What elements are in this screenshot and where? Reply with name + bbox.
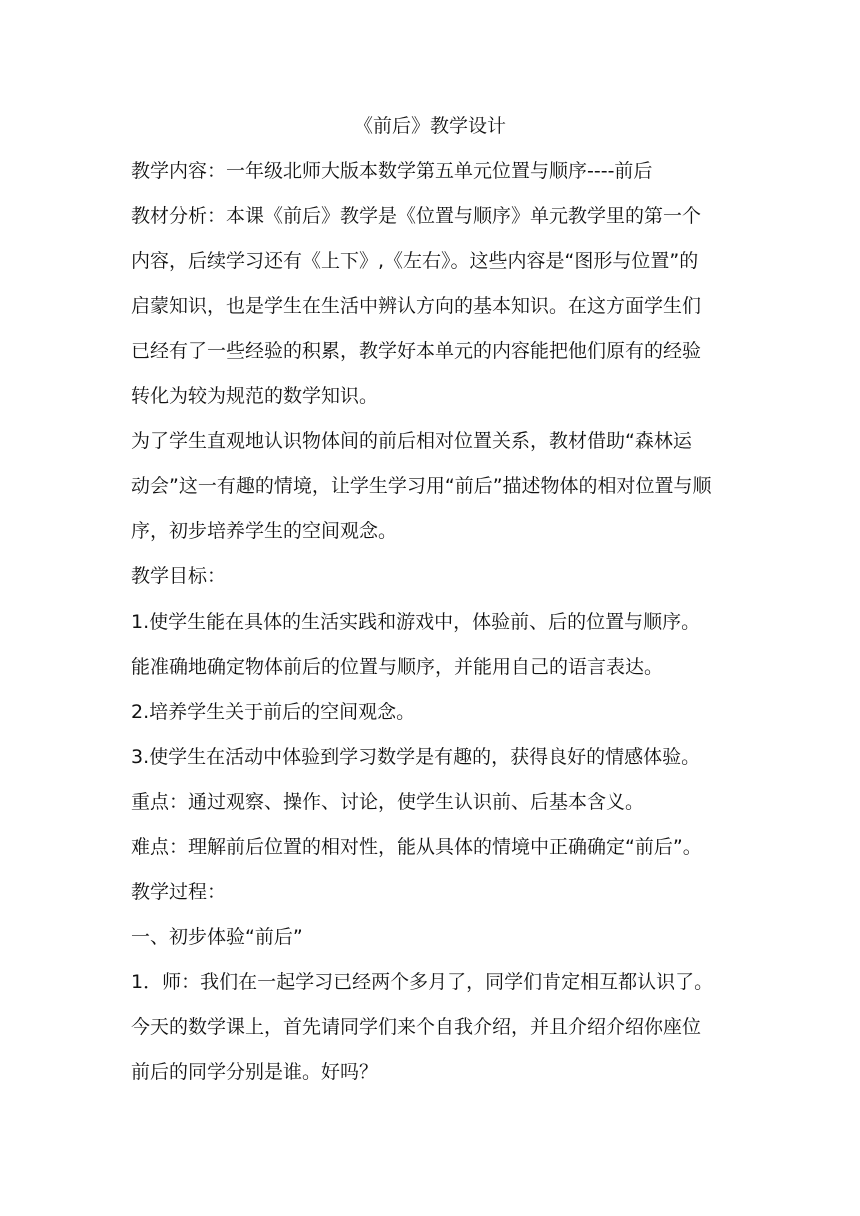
step-1-line-3: 前后的同学分别是谁。好吗？ — [131, 1061, 379, 1083]
goal-3-line: 3.使学生在活动中体验到学习数学是有趣的，获得良好的情感体验。 — [131, 746, 701, 768]
analysis-line-3: 启蒙知识，也是学生在生活中辨认方向的基本知识。在这方面学生们 — [131, 295, 702, 317]
goal-1-line-1: 1.使学生能在具体的生活实践和游戏中，体验前、后的位置与顺序。 — [131, 611, 701, 633]
step-1-line-2: 今天的数学课上，首先请同学们来个自我介绍，并且介绍介绍你座位 — [131, 1016, 702, 1038]
step-1-line-1: 1．师：我们在一起学习已经两个多月了，同学们肯定相互都认识了。 — [131, 971, 714, 993]
goals-heading: 教学目标： — [131, 565, 227, 587]
goal-2-line: 2.培养学生关于前后的空间观念。 — [131, 701, 416, 723]
analysis-line-5: 转化为较为规范的数学知识。 — [131, 385, 379, 407]
teaching-content-line: 教学内容：一年级北师大版本数学第五单元位置与顺序----前后 — [131, 160, 653, 182]
process-heading: 教学过程： — [131, 881, 227, 903]
analysis-line-4: 已经有了一些经验的积累，教学好本单元的内容能把他们原有的经验 — [131, 340, 702, 362]
key-point-line: 重点：通过观察、操作、讨论，使学生认识前、后基本含义。 — [131, 791, 645, 813]
goal-1-line-2: 能准确地确定物体前后的位置与顺序，并能用自己的语言表达。 — [131, 656, 664, 678]
context-line-1: 为了学生直观地认识物体间的前后相对位置关系，教材借助“森林运 — [131, 430, 692, 452]
difficulty-line: 难点：理解前后位置的相对性，能从具体的情境中正确确定“前后”。 — [131, 836, 702, 858]
context-line-3: 序，初步培养学生的空间观念。 — [131, 520, 398, 542]
section-1-heading: 一、初步体验“前后” — [131, 926, 303, 948]
document-title: 《前后》教学设计 — [353, 115, 506, 137]
context-line-2: 动会”这一有趣的情境，让学生学习用“前后”描述物体的相对位置与顺 — [131, 475, 712, 497]
analysis-line-1: 教材分析：本课《前后》教学是《位置与顺序》单元教学里的第一个 — [131, 205, 702, 227]
analysis-line-2: 内容，后续学习还有《上下》,《左右》。这些内容是“图形与位置”的 — [131, 250, 699, 272]
